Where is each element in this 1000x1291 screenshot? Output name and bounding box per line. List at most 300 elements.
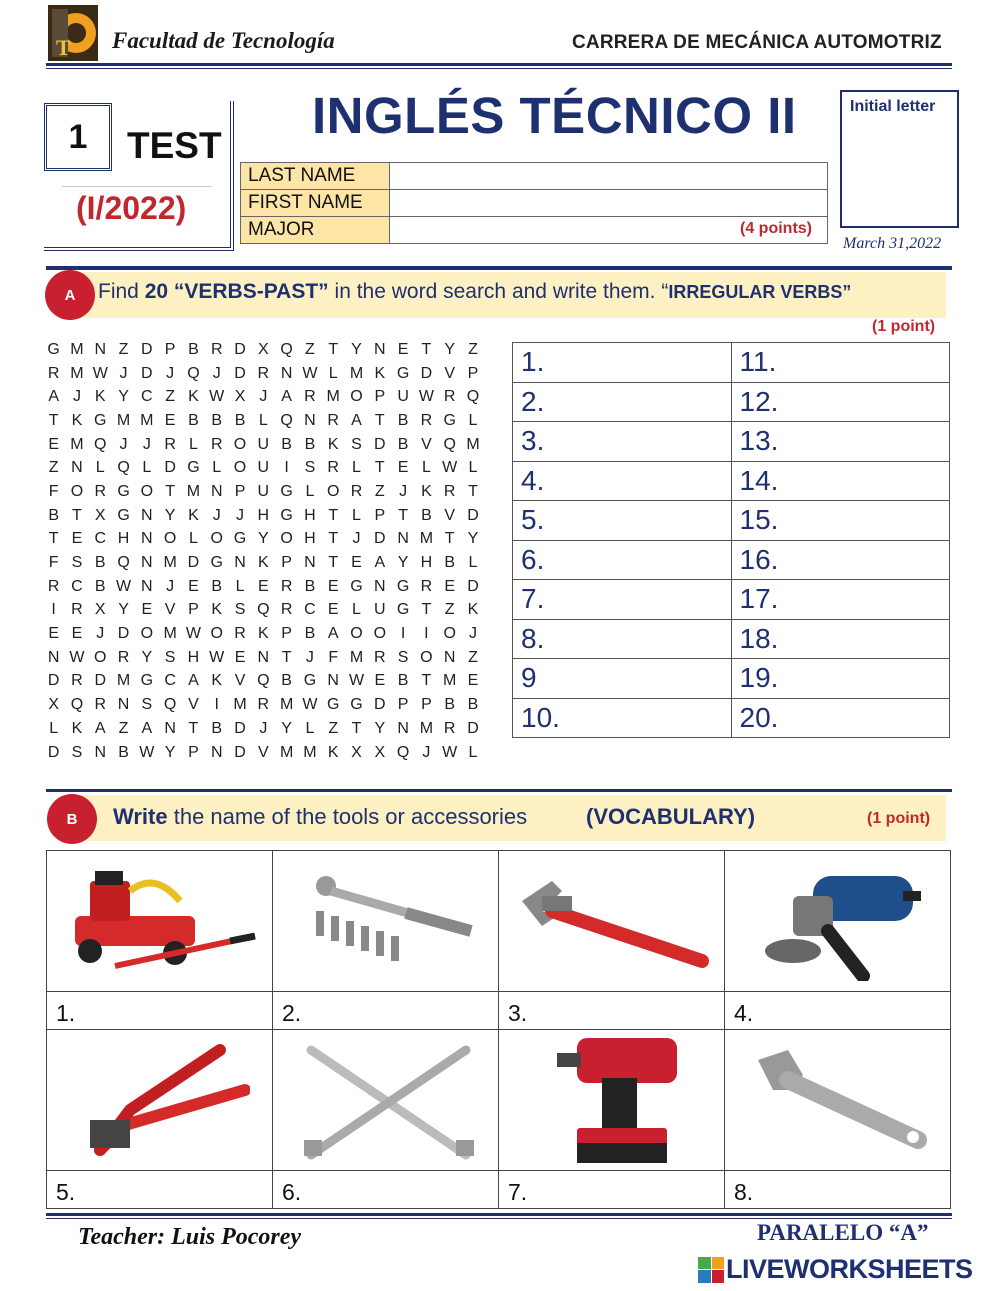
word-search-letter[interactable]: J (119, 435, 128, 453)
word-search-letter[interactable]: U (374, 601, 386, 619)
word-search-letter[interactable]: M (303, 743, 317, 761)
word-search-letter[interactable]: J (305, 648, 314, 666)
word-search-letter[interactable]: K (374, 364, 386, 382)
word-search-letter[interactable]: D (374, 696, 386, 714)
word-search-letter[interactable]: L (352, 506, 361, 524)
word-search-letter[interactable]: J (96, 625, 105, 643)
word-search-letter[interactable]: R (304, 388, 316, 406)
word-search-letter[interactable]: H (257, 506, 270, 524)
word-search-letter[interactable]: F (48, 554, 59, 572)
word-search-letter[interactable]: V (444, 364, 456, 382)
word-search-letter[interactable]: G (210, 554, 223, 572)
word-search-letter[interactable]: T (374, 459, 385, 477)
word-search-letter[interactable]: B (211, 719, 223, 737)
last-name-field[interactable] (390, 163, 828, 190)
word-search-letter[interactable]: R (443, 719, 456, 737)
word-search-letter[interactable]: P (374, 388, 386, 406)
word-search-letter[interactable]: T (421, 340, 432, 358)
word-search-letter[interactable]: D (187, 554, 200, 572)
word-search-letter[interactable]: E (71, 625, 83, 643)
word-search-letter[interactable]: R (420, 577, 433, 595)
word-search-letter[interactable]: N (234, 554, 246, 572)
word-search-letter[interactable]: E (48, 625, 59, 643)
word-search-letter[interactable]: L (305, 482, 315, 500)
word-search-letter[interactable]: K (211, 601, 223, 619)
word-search-letter[interactable]: Y (351, 340, 362, 358)
word-search-letter[interactable]: Q (187, 364, 200, 382)
word-search-letter[interactable]: M (279, 696, 294, 714)
word-search-letter[interactable]: Z (118, 719, 129, 737)
word-search-letter[interactable]: S (164, 648, 176, 666)
word-search-letter[interactable]: W (69, 648, 85, 666)
word-search-letter[interactable]: B (211, 577, 223, 595)
word-search-letter[interactable]: Q (70, 696, 84, 714)
word-search-letter[interactable]: T (188, 719, 199, 737)
word-search-letter[interactable]: B (304, 435, 316, 453)
word-search-letter[interactable]: A (94, 719, 106, 737)
word-search-letter[interactable]: J (468, 625, 477, 643)
word-search-letter[interactable]: D (234, 364, 246, 382)
word-search-letter[interactable]: Z (468, 648, 478, 666)
word-search-letter[interactable]: O (140, 625, 154, 643)
word-search-letter[interactable]: T (328, 554, 339, 572)
word-search-letter[interactable]: N (304, 554, 316, 572)
answer-field[interactable]: 5. (513, 501, 732, 541)
word-search-letter[interactable]: Z (374, 482, 385, 500)
word-search-letter[interactable]: P (397, 696, 409, 714)
word-search-letter[interactable]: M (70, 364, 84, 382)
word-search-letter[interactable]: L (49, 719, 59, 737)
word-search-letter[interactable]: K (188, 388, 199, 406)
word-search-letter[interactable]: O (443, 625, 456, 643)
word-search-letter[interactable]: Q (443, 435, 456, 453)
word-search-letter[interactable]: P (164, 340, 176, 358)
word-search-letter[interactable]: I (214, 696, 219, 714)
word-search-letter[interactable]: M (140, 411, 154, 429)
word-search-letter[interactable]: O (280, 530, 293, 548)
tool-label-6[interactable]: 6. (273, 1171, 499, 1209)
word-search-letter[interactable]: N (397, 530, 409, 548)
word-search-letter[interactable]: J (212, 364, 221, 382)
word-search-letter[interactable]: S (397, 648, 409, 666)
word-search-letter[interactable]: N (94, 743, 107, 761)
word-search-letter[interactable]: Q (280, 340, 293, 358)
word-search-letter[interactable]: K (257, 554, 269, 572)
word-search-letter[interactable]: S (351, 435, 362, 453)
word-search-letter[interactable]: T (444, 530, 455, 548)
word-search-letter[interactable]: J (212, 506, 221, 524)
word-search-letter[interactable]: V (164, 601, 176, 619)
first-name-field[interactable] (390, 190, 828, 217)
word-search-letter[interactable]: N (141, 577, 153, 595)
word-search-letter[interactable]: A (281, 388, 292, 406)
word-search-letter[interactable]: R (117, 648, 130, 666)
word-search-letter[interactable]: L (468, 459, 478, 477)
word-search-letter[interactable]: O (210, 625, 223, 643)
word-search-letter[interactable]: L (468, 554, 478, 572)
word-search-letter[interactable]: N (374, 577, 386, 595)
word-search-letter[interactable]: L (352, 459, 361, 477)
word-search-letter[interactable]: L (468, 411, 478, 429)
answer-field[interactable]: 14. (731, 461, 950, 501)
word-search-letter[interactable]: S (304, 459, 316, 477)
word-search-letter[interactable]: E (397, 459, 409, 477)
word-search-letter[interactable]: Z (118, 340, 129, 358)
word-search-letter[interactable]: Y (374, 719, 386, 737)
word-search-letter[interactable]: R (443, 388, 456, 406)
word-search-letter[interactable]: D (234, 340, 246, 358)
word-search-letter[interactable]: Z (48, 459, 59, 477)
word-search-letter[interactable]: T (421, 672, 432, 690)
word-search-letter[interactable]: E (71, 530, 83, 548)
word-search-letter[interactable]: O (70, 482, 84, 500)
word-search-letter[interactable]: R (443, 482, 456, 500)
word-search-letter[interactable]: Y (118, 601, 129, 619)
word-search-letter[interactable]: A (327, 625, 339, 643)
word-search-letter[interactable]: R (280, 577, 293, 595)
word-search-letter[interactable]: B (444, 554, 456, 572)
word-search-letter[interactable]: K (327, 743, 339, 761)
word-search-letter[interactable]: G (350, 577, 363, 595)
word-search-letter[interactable]: L (212, 459, 222, 477)
word-search-letter[interactable]: N (141, 506, 153, 524)
word-search-letter[interactable]: L (468, 743, 478, 761)
word-search-letter[interactable]: O (373, 625, 387, 643)
word-search-letter[interactable]: Y (257, 530, 269, 548)
word-search-letter[interactable]: T (328, 506, 339, 524)
word-search-letter[interactable]: L (328, 364, 338, 382)
word-search-letter[interactable]: L (235, 577, 245, 595)
word-search-letter[interactable]: U (257, 459, 270, 477)
word-search-letter[interactable]: Y (281, 719, 292, 737)
answer-field[interactable]: 6. (513, 540, 732, 580)
word-search-letter[interactable]: E (327, 601, 339, 619)
word-search-letter[interactable]: A (188, 672, 199, 690)
word-search-letter[interactable]: H (304, 530, 316, 548)
word-search-letter[interactable]: E (351, 554, 362, 572)
word-search-letter[interactable]: B (281, 672, 292, 690)
word-search-letter[interactable]: U (257, 435, 270, 453)
word-search-letter[interactable]: N (94, 340, 107, 358)
word-search-letter[interactable]: A (141, 719, 153, 737)
word-search-letter[interactable]: J (142, 435, 151, 453)
word-search-letter[interactable]: G (233, 530, 247, 548)
word-search-letter[interactable]: P (234, 482, 246, 500)
word-search-letter[interactable]: R (257, 696, 270, 714)
word-search-letter[interactable]: G (47, 340, 60, 358)
word-search-letter[interactable]: G (117, 506, 130, 524)
word-search-letter[interactable]: G (303, 672, 317, 690)
word-search-letter[interactable]: U (397, 388, 409, 406)
word-search-letter[interactable]: M (349, 364, 364, 382)
word-search-letter[interactable]: D (374, 435, 386, 453)
word-search-letter[interactable]: O (94, 648, 107, 666)
word-search-letter[interactable]: N (397, 719, 409, 737)
word-search-letter[interactable]: W (92, 364, 108, 382)
word-search-letter[interactable]: R (210, 340, 223, 358)
tool-label-7[interactable]: 7. (499, 1171, 725, 1209)
word-search-letter[interactable]: M (70, 340, 84, 358)
word-search-letter[interactable]: L (188, 530, 198, 548)
word-search-letter[interactable]: M (279, 743, 294, 761)
word-search-letter[interactable]: K (421, 482, 432, 500)
word-search-letter[interactable]: H (117, 530, 130, 548)
word-search-letter[interactable]: V (234, 672, 246, 690)
answer-field[interactable]: 15. (731, 501, 950, 541)
word-search-letter[interactable]: X (257, 340, 269, 358)
word-search-letter[interactable]: K (71, 411, 83, 429)
word-search-letter[interactable]: B (118, 743, 129, 761)
word-search-letter[interactable]: T (72, 506, 82, 524)
word-search-letter[interactable]: M (419, 719, 434, 737)
word-search-letter[interactable]: I (284, 459, 289, 477)
word-search-letter[interactable]: T (421, 601, 432, 619)
answer-field[interactable]: 4. (513, 461, 732, 501)
word-search-letter[interactable]: N (374, 340, 386, 358)
word-search-letter[interactable]: E (327, 577, 339, 595)
word-search-letter[interactable]: E (397, 340, 409, 358)
word-search-letter[interactable]: N (164, 719, 176, 737)
tool-label-8[interactable]: 8. (725, 1171, 951, 1209)
word-search-letter[interactable]: O (210, 530, 223, 548)
word-search-letter[interactable]: O (326, 482, 340, 500)
word-search-letter[interactable]: T (328, 340, 339, 358)
word-search-letter[interactable]: C (71, 577, 83, 595)
word-search-letter[interactable]: G (117, 482, 130, 500)
word-search-letter[interactable]: D (94, 672, 107, 690)
answer-field[interactable]: 13. (731, 422, 950, 462)
answer-field[interactable]: 8. (513, 619, 732, 659)
word-search-letter[interactable]: E (48, 435, 59, 453)
answer-field[interactable]: 2. (513, 382, 732, 422)
word-search-letter[interactable]: P (281, 625, 292, 643)
word-search-letter[interactable]: D (141, 340, 153, 358)
word-search-letter[interactable]: W (139, 743, 155, 761)
word-search-letter[interactable]: E (234, 648, 246, 666)
word-search-letter[interactable]: T (281, 648, 292, 666)
word-search-letter[interactable]: E (257, 577, 269, 595)
word-search-letter[interactable]: P (467, 364, 479, 382)
word-search-letter[interactable]: R (327, 411, 339, 429)
word-search-letter[interactable]: Z (444, 601, 455, 619)
word-search-letter[interactable]: N (443, 648, 456, 666)
answer-field[interactable]: 18. (731, 619, 950, 659)
word-search-letter[interactable]: D (234, 743, 246, 761)
word-search-letter[interactable]: B (188, 411, 199, 429)
word-search-letter[interactable]: D (374, 530, 386, 548)
word-search-letter[interactable]: R (374, 648, 386, 666)
word-search-letter[interactable]: C (304, 601, 316, 619)
word-search-letter[interactable]: B (234, 411, 246, 429)
word-search-letter[interactable]: E (467, 672, 479, 690)
word-search-letter[interactable]: Q (257, 672, 270, 690)
word-search-letter[interactable]: B (397, 411, 409, 429)
word-search-letter[interactable]: W (185, 625, 201, 643)
word-search-letter[interactable]: Y (397, 554, 409, 572)
word-search-letter[interactable]: N (304, 411, 316, 429)
answer-field[interactable]: 17. (731, 580, 950, 620)
word-search-letter[interactable]: X (234, 388, 246, 406)
word-search-letter[interactable]: D (117, 625, 130, 643)
word-search-letter[interactable]: J (166, 577, 175, 595)
word-search-letter[interactable]: Z (468, 340, 478, 358)
word-search-letter[interactable]: W (115, 577, 132, 595)
word-search-letter[interactable]: V (444, 506, 456, 524)
word-search-letter[interactable]: M (466, 435, 480, 453)
word-search-letter[interactable]: L (95, 459, 105, 477)
word-search-letter[interactable]: Q (163, 696, 177, 714)
answer-field[interactable]: 16. (731, 540, 950, 580)
word-search-letter[interactable]: D (467, 577, 479, 595)
word-search-letter[interactable]: G (443, 411, 456, 429)
word-search-letter[interactable]: P (421, 696, 432, 714)
word-search-letter[interactable]: D (420, 364, 433, 382)
word-search-letter[interactable]: K (71, 719, 83, 737)
word-search-letter[interactable]: Z (165, 388, 176, 406)
word-search-letter[interactable]: E (444, 577, 456, 595)
answer-field[interactable]: 11. (731, 343, 950, 383)
word-search-letter[interactable]: E (188, 577, 199, 595)
word-search-letter[interactable]: N (141, 530, 153, 548)
word-search-letter[interactable]: O (233, 435, 247, 453)
word-search-letter[interactable]: S (71, 743, 83, 761)
word-search-letter[interactable]: W (209, 388, 225, 406)
word-search-letter[interactable]: D (234, 719, 246, 737)
word-search-letter[interactable]: W (442, 459, 458, 477)
word-search-letter[interactable]: R (210, 435, 223, 453)
word-search-letter[interactable]: L (421, 459, 431, 477)
word-search-letter[interactable]: B (48, 506, 59, 524)
word-search-letter[interactable]: P (281, 554, 292, 572)
word-search-letter[interactable]: L (352, 601, 361, 619)
word-search-letter[interactable]: I (400, 625, 406, 643)
word-search-letter[interactable]: Y (164, 743, 176, 761)
word-search-letter[interactable]: V (257, 743, 269, 761)
word-search-letter[interactable]: N (117, 696, 130, 714)
word-search-letter[interactable]: N (47, 648, 60, 666)
answer-field[interactable]: 12. (731, 382, 950, 422)
liveworksheets-brand[interactable] (698, 1254, 973, 1285)
word-search-letter[interactable]: L (305, 719, 315, 737)
word-search-letter[interactable]: P (374, 506, 386, 524)
word-search-letter[interactable]: Z (305, 340, 315, 358)
word-search-letter[interactable]: J (259, 388, 268, 406)
word-search-letter[interactable]: H (420, 554, 433, 572)
word-search-letter[interactable]: D (47, 743, 60, 761)
word-search-letter[interactable]: G (187, 459, 200, 477)
word-search-letter[interactable]: G (396, 601, 410, 619)
word-search-letter[interactable]: J (236, 506, 245, 524)
word-search-letter[interactable]: R (280, 601, 293, 619)
word-search-letter[interactable]: J (422, 743, 431, 761)
word-search-letter[interactable]: Q (117, 554, 130, 572)
answer-field[interactable]: 19. (731, 659, 950, 699)
word-search-letter[interactable]: E (374, 672, 386, 690)
word-search-letter[interactable]: S (234, 601, 246, 619)
word-search-letter[interactable]: I (424, 625, 429, 643)
word-search-letter[interactable]: M (349, 648, 364, 666)
word-search-letter[interactable]: C (94, 530, 107, 548)
word-search-letter[interactable]: O (233, 459, 247, 477)
word-search-letter[interactable]: W (418, 388, 434, 406)
word-search-letter[interactable]: R (94, 696, 107, 714)
word-search-letter[interactable]: N (71, 459, 83, 477)
word-search-letter[interactable]: I (51, 601, 56, 619)
answer-field[interactable]: 10. (513, 698, 732, 738)
word-search-letter[interactable]: R (420, 411, 433, 429)
word-search-letter[interactable]: N (257, 648, 270, 666)
word-search-letter[interactable]: V (188, 696, 199, 714)
word-search-letter[interactable]: G (280, 482, 293, 500)
word-search-letter[interactable]: M (326, 388, 340, 406)
word-search-letter[interactable]: R (94, 482, 107, 500)
word-search-letter[interactable]: L (258, 411, 268, 429)
word-search-letter[interactable]: W (302, 696, 318, 714)
word-search-letter[interactable]: W (442, 743, 458, 761)
word-search-letter[interactable]: D (47, 672, 60, 690)
word-search-letter[interactable]: B (444, 696, 456, 714)
word-search-letter[interactable]: J (259, 719, 268, 737)
word-search-letter[interactable]: J (399, 482, 408, 500)
word-search-letter[interactable]: X (351, 743, 362, 761)
word-search-letter[interactable]: M (116, 411, 131, 429)
word-search-letter[interactable]: O (163, 530, 177, 548)
word-search-letter[interactable]: N (141, 554, 153, 572)
word-search-letter[interactable]: W (348, 672, 365, 690)
word-search-letter[interactable]: P (188, 601, 199, 619)
word-search-letter[interactable]: P (188, 743, 199, 761)
word-search-letter[interactable]: S (71, 554, 83, 572)
word-search-letter[interactable]: T (374, 411, 385, 429)
word-search-letter[interactable]: Y (164, 506, 176, 524)
word-search-letter[interactable]: B (304, 625, 316, 643)
word-search-letter[interactable]: T (398, 506, 408, 524)
word-search-letter[interactable]: B (397, 672, 409, 690)
word-search-letter[interactable]: B (281, 435, 292, 453)
word-search-letter[interactable]: Q (117, 459, 130, 477)
word-search-letter[interactable]: R (234, 625, 246, 643)
word-search-letter[interactable]: M (163, 554, 177, 572)
word-search-letter[interactable]: G (396, 577, 410, 595)
word-search-letter[interactable]: D (467, 506, 479, 524)
word-search-letter[interactable]: C (141, 388, 153, 406)
word-search-letter[interactable]: K (94, 388, 106, 406)
word-search-letter[interactable]: A (351, 411, 362, 429)
word-search-letter[interactable]: B (188, 340, 199, 358)
answer-field[interactable]: 1. (513, 343, 732, 383)
word-search-letter[interactable]: K (257, 625, 269, 643)
word-search-letter[interactable]: D (467, 719, 479, 737)
word-search-letter[interactable]: E (141, 601, 153, 619)
word-search-letter[interactable]: J (352, 530, 361, 548)
word-search-letter[interactable]: U (257, 482, 270, 500)
word-search-letter[interactable]: J (72, 388, 81, 406)
word-search-letter[interactable]: G (326, 696, 340, 714)
word-search-letter[interactable]: R (47, 577, 60, 595)
word-search-letter[interactable]: L (188, 435, 198, 453)
word-search-letter[interactable]: G (280, 506, 293, 524)
word-search-letter[interactable]: F (328, 648, 339, 666)
word-search-letter[interactable]: B (397, 435, 409, 453)
word-search-letter[interactable]: K (211, 672, 223, 690)
word-search-letter[interactable]: R (47, 364, 60, 382)
word-search-letter[interactable]: T (48, 411, 59, 429)
word-search-letter[interactable]: S (141, 696, 153, 714)
answer-field[interactable]: 9 (513, 659, 732, 699)
word-search-letter[interactable]: C (164, 672, 176, 690)
word-search-letter[interactable]: Q (466, 388, 480, 406)
word-search-letter[interactable]: W (302, 364, 318, 382)
